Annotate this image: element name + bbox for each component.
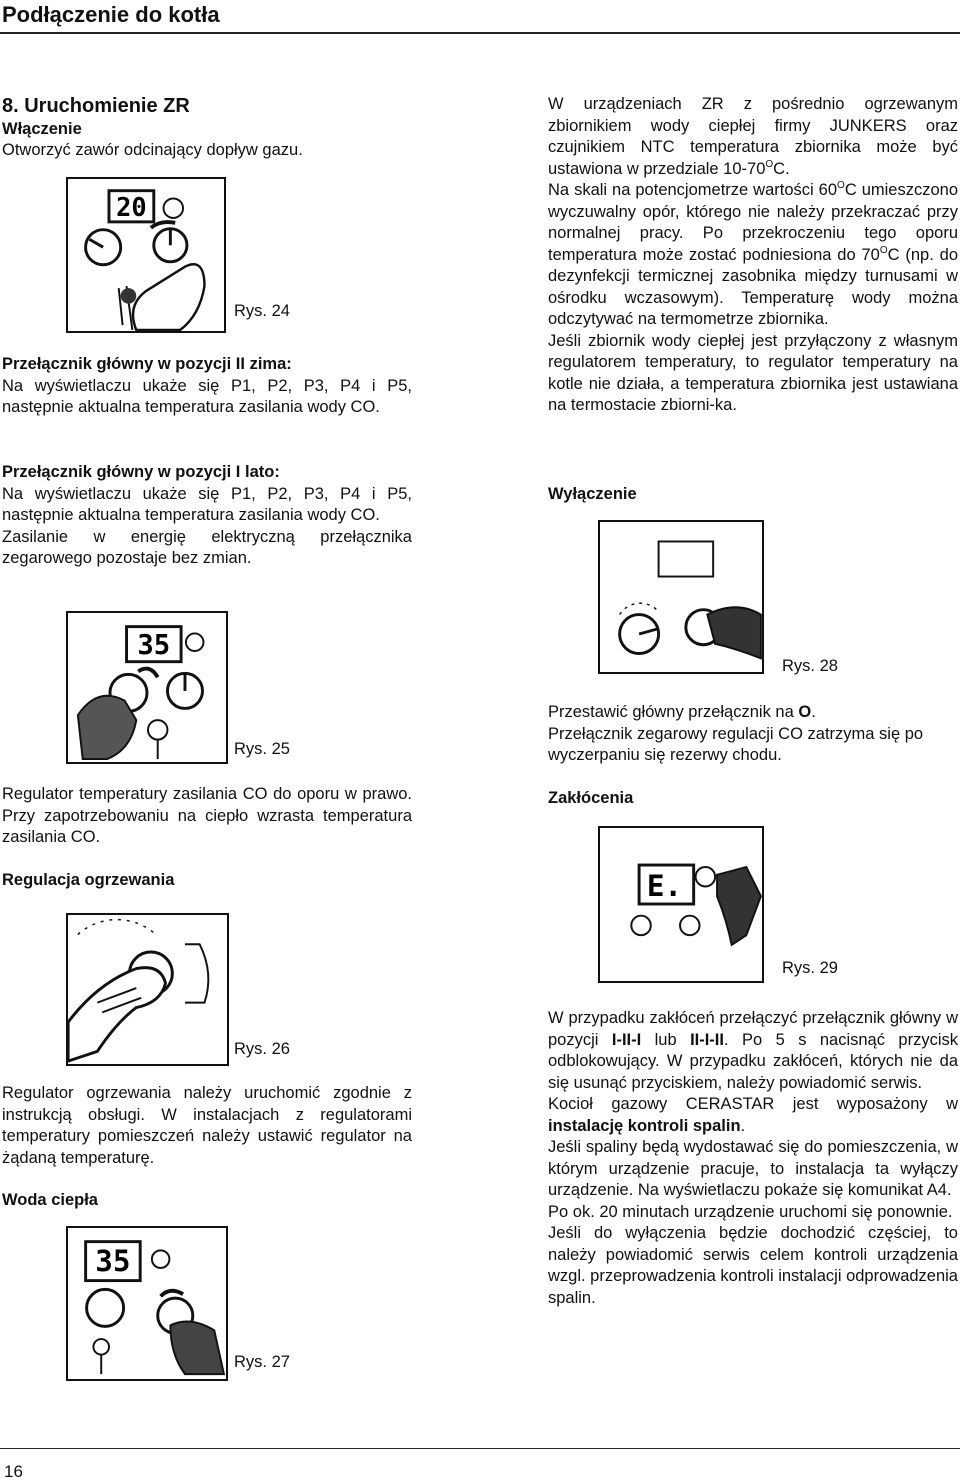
zima-heading: Przełącznik główny w pozycji II zima: bbox=[2, 355, 292, 373]
figure-rys-26 bbox=[66, 913, 229, 1066]
heating-regulator-illustration bbox=[68, 915, 227, 1064]
right-intro-block bbox=[548, 94, 958, 417]
zima-block bbox=[2, 354, 412, 419]
regulacja-heading: Regulacja ogrzewania bbox=[2, 871, 175, 889]
caption-rys-29: Rys. 29 bbox=[782, 959, 838, 977]
caption-rys-28: Rys. 28 bbox=[782, 657, 838, 675]
caption-rys-26: Rys. 26 bbox=[234, 1040, 290, 1058]
zima-text: Na wyświetlaczu ukaże się P1, P2, P3, P4 i P5, następnie aktualna temperatura zasilania wody CO. bbox=[2, 376, 412, 416]
caption-rys-25: Rys. 25 bbox=[234, 740, 290, 758]
wylaczenie-heading: Wyłączenie bbox=[548, 485, 637, 503]
section-title: 8. Uruchomienie ZR bbox=[2, 95, 190, 117]
figure-rys-28 bbox=[598, 520, 764, 674]
zaklocenia-paragraph-5: Jeśli do wyłączenia będzie dochodzić częściej, to należy powiadomić serwis celem kontroli urządzenia wzgl. przeprowadzenia kontroli instalacji odprowadzenia spalin. bbox=[548, 1224, 958, 1307]
display-value: 35 bbox=[95, 1243, 131, 1278]
boiler-panel-illustration bbox=[68, 613, 226, 762]
zaklocenia-paragraph-4: Po ok. 20 minutach urządzenie uruchomi się ponownie. bbox=[548, 1202, 953, 1221]
zaklocenia-heading: Zakłócenia bbox=[548, 789, 634, 807]
figure-rys-29 bbox=[598, 826, 764, 983]
lato-block bbox=[2, 462, 412, 570]
page-title: Podłączenie do kotła bbox=[2, 2, 220, 27]
zegarowy-text: Przełącznik zegarowy regulacji CO zatrzyma się po wyczerpaniu się rezerwy chodu. bbox=[548, 724, 924, 764]
wylaczenie-text: Przestawić główny przełącznik na O. bbox=[548, 703, 816, 721]
display-value: 20 bbox=[116, 192, 147, 223]
zasilanie-text: Zasilanie w energię elektryczną przełącznika zegarowego pozostaje bez zmian. bbox=[2, 527, 412, 567]
woda-heading: Woda ciepła bbox=[2, 1191, 98, 1209]
wlaczenie-heading: Włączenie bbox=[2, 120, 82, 138]
display-value: 35 bbox=[137, 629, 171, 661]
zaklocenia-paragraph-1: W przypadku zakłóceń przełączyć przełącznik główny w pozycji I-II-I lub II-I-II. Po 5 s nacisnąć przycisk odblokowujący. W przypadku zakłóceń, których nie da się usunąć przyciskiem, należy powiadomić serwis. bbox=[548, 1009, 958, 1092]
caption-rys-27: Rys. 27 bbox=[234, 1353, 290, 1371]
scale-paragraph: Na skali na potencjometrze wartości $60^OC$ umieszczono wyczuwalny opór, którego nie należy przekraczać przy normalnej pracy. Po przekroczeniu tego oporu temperatura może zostać podniesiona do $70^OC$ (np. do dezynfekcji termicznej zasobnika między turnusami w ośrodku wczasowym). Temperaturę wody można odczytywać na termometrze zbiornika. bbox=[548, 180, 959, 328]
zaklocenia-block bbox=[548, 1008, 958, 1309]
regulator-text: Regulator temperatury zasilania CO do oporu w prawo. Przy zapotrzebowaniu na ciepło wzrasta temperatura zasilania CO. bbox=[2, 785, 412, 846]
lato-text: Na wyświetlaczu ukaże się P1, P2, P3, P4 i P5, następnie aktualna temperatura zasilania wody CO. bbox=[2, 484, 412, 524]
wlaczenie-text: Otworzyć zawór odcinający dopływ gazu. bbox=[2, 141, 303, 159]
reset-button-illustration bbox=[600, 828, 762, 981]
caption-rys-24: Rys. 24 bbox=[234, 302, 290, 320]
regulacja-text: Regulator ogrzewania należy uruchomić zgodnie z instrukcją obsługi. W instalacjach z regulatorami temperatury pomieszczeń należy ustawić regulator na żądaną temperaturę. bbox=[2, 1084, 412, 1167]
figure-rys-24 bbox=[66, 177, 226, 333]
footer-rule bbox=[0, 1448, 960, 1449]
main-switch-illustration bbox=[600, 522, 762, 672]
tank-paragraph: Jeśli zbiornik wody ciepłej jest przyłączony z własnym regulatorem temperatury, to regulator temperatury na kotle nie działa, a temperatura zbiornika jest ustawiana na termostacie zbiorni-ka. bbox=[548, 331, 958, 414]
wylaczenie-block bbox=[548, 702, 958, 767]
figure-rys-25 bbox=[66, 611, 228, 764]
figure-rys-27 bbox=[66, 1226, 228, 1381]
zaklocenia-paragraph-3: Jeśli spaliny będą wydostawać się do pomieszczenia, w którym urządzenie pracuje, to instalacja ta wyłączy urządzenie. Na wyświetlaczu pokaże się komunikat A4. bbox=[548, 1138, 958, 1199]
lato-heading: Przełącznik główny w pozycji I lato: bbox=[2, 463, 280, 481]
zaklocenia-paragraph-2: Kocioł gazowy CERASTAR jest wyposażony w instalację kontroli spalin. bbox=[548, 1095, 958, 1135]
page-number: 16 bbox=[4, 1462, 23, 1481]
zr-paragraph: W urządzeniach ZR z pośrednio ogrzewanym zbiornikiem wody ciepłej firmy JUNKERS oraz czujnikiem NTC temperatura zbiornika może być ustawiona w przedziale $10-70^OC$. bbox=[548, 95, 958, 178]
boiler-panel-illustration bbox=[68, 179, 224, 331]
page-header bbox=[0, 0, 960, 34]
boiler-panel-illustration bbox=[68, 1228, 226, 1379]
display-value: E. bbox=[646, 869, 683, 904]
